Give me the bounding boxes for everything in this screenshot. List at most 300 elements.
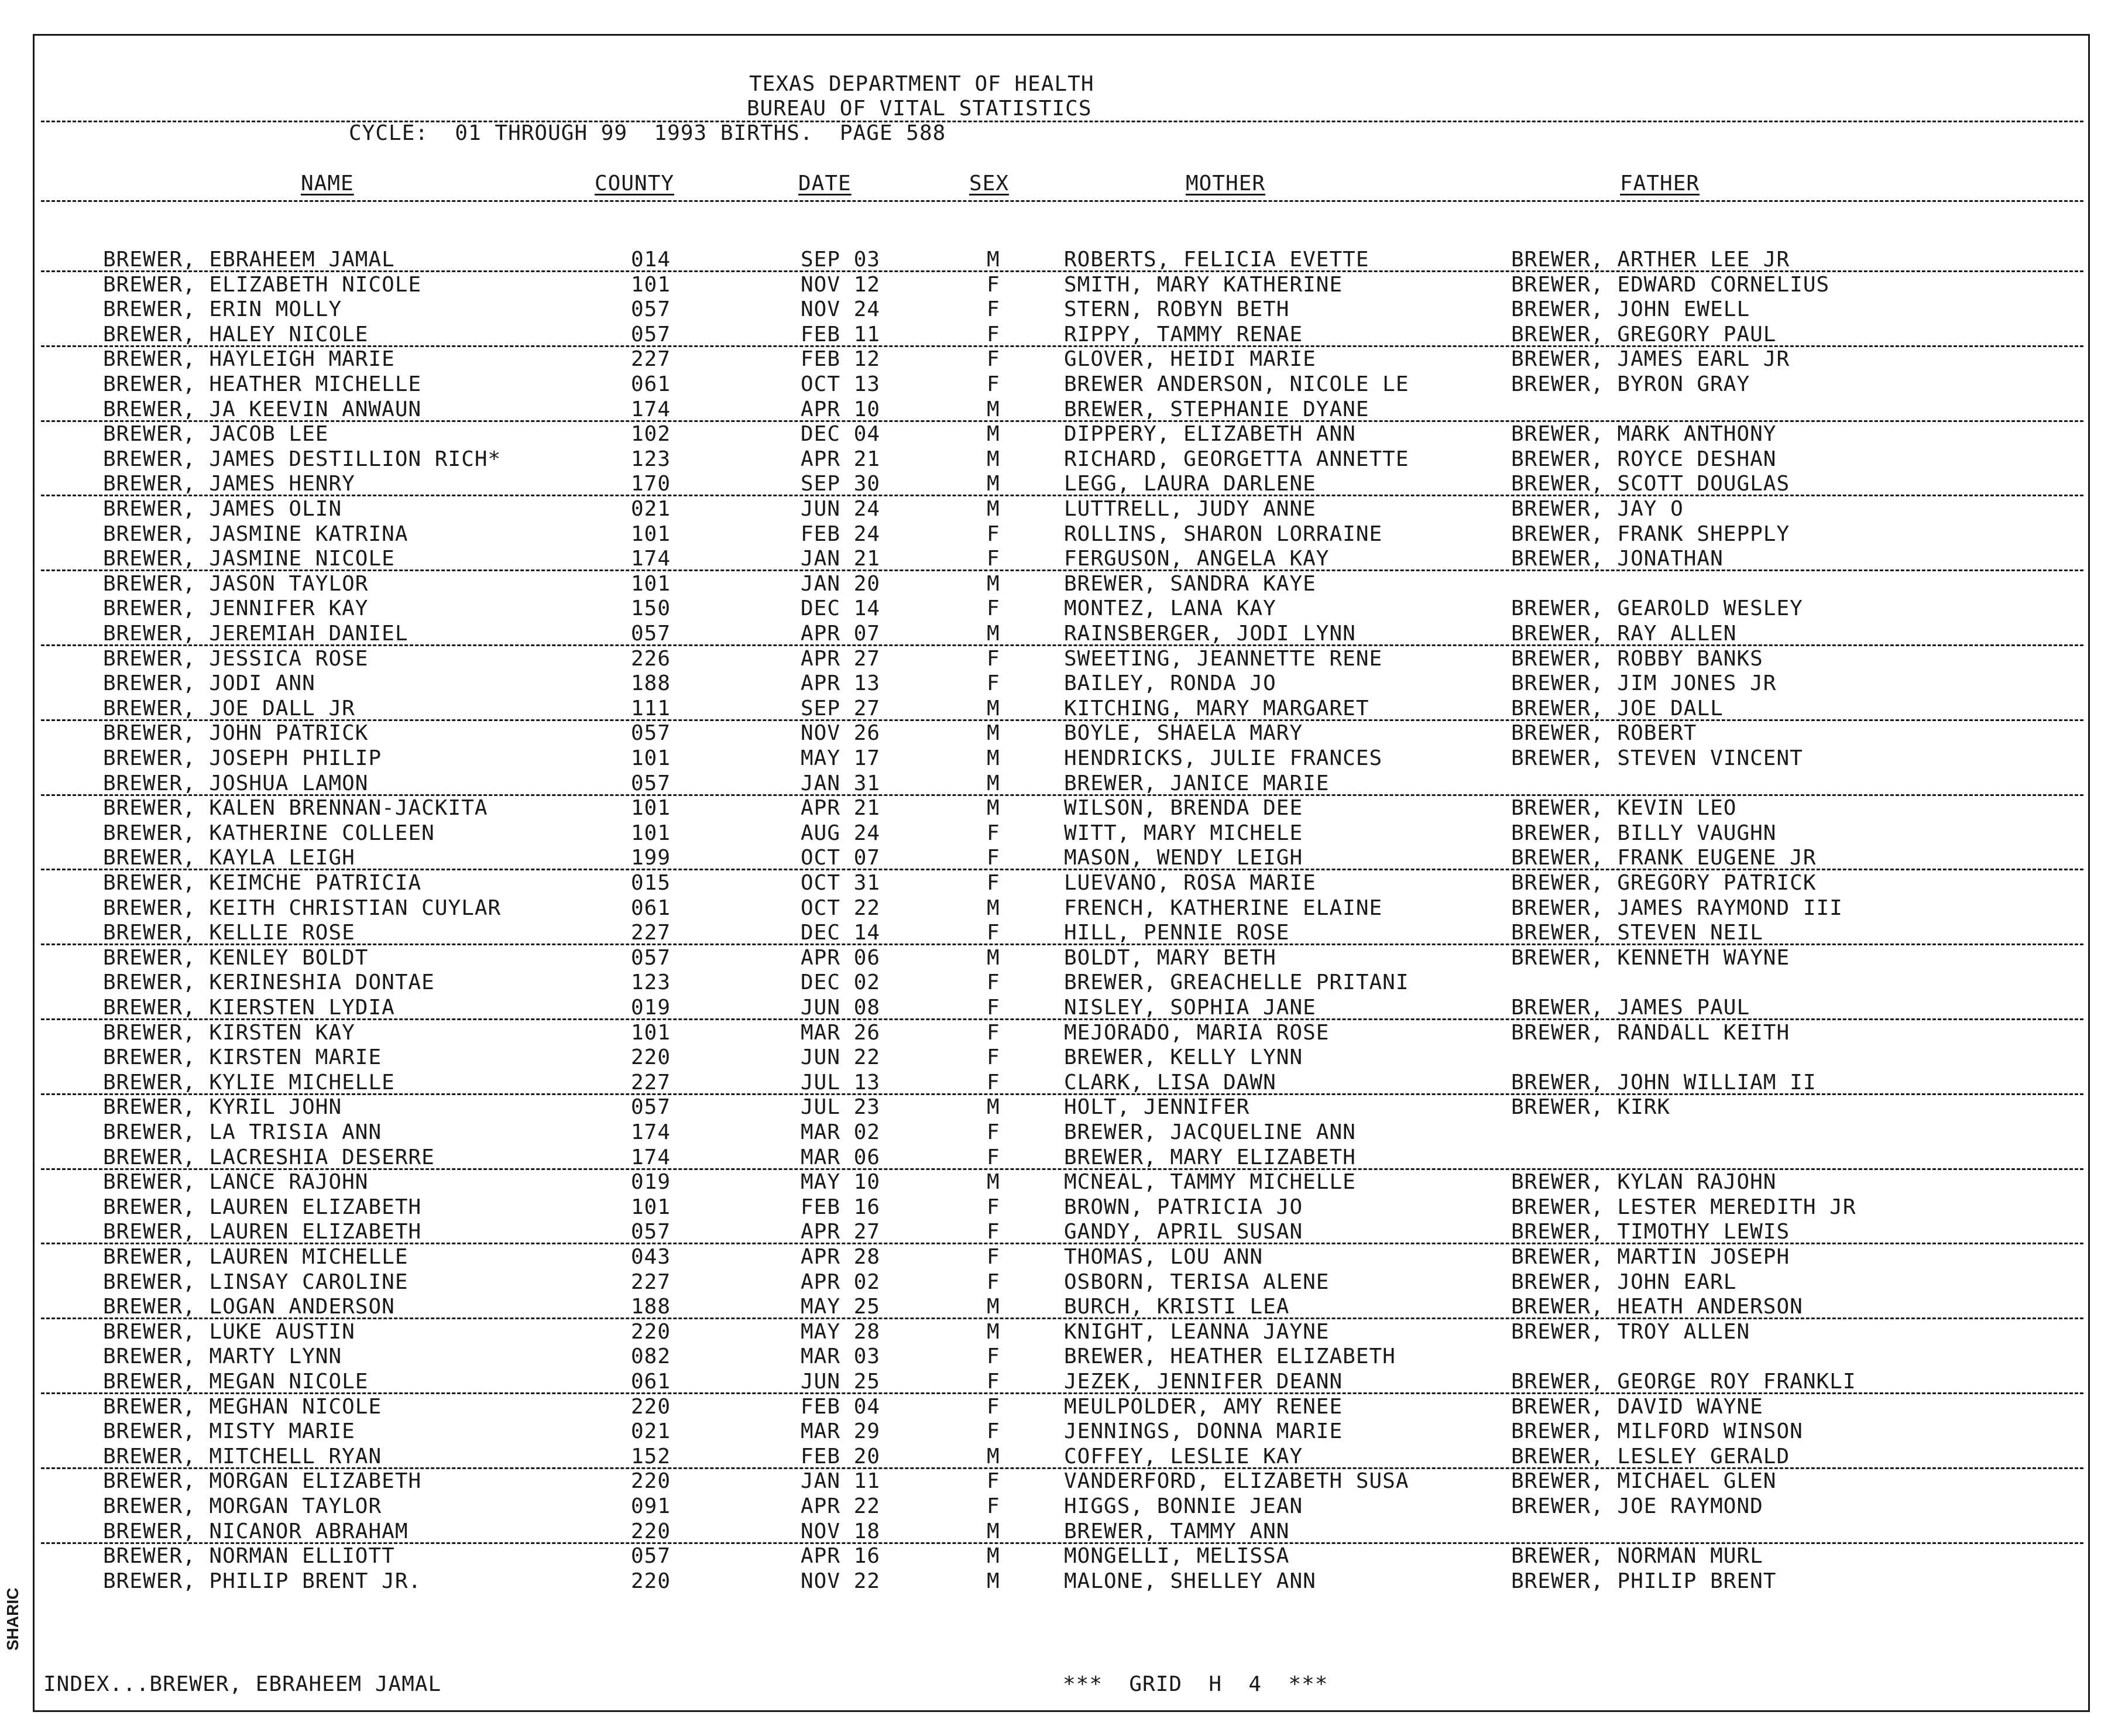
cell-mother: CLARK, LISA DAWN (1064, 1070, 1276, 1095)
cell-sex: M (987, 622, 1000, 646)
cell-county: 101 (631, 571, 671, 596)
row-group-rule (41, 1318, 2083, 1319)
cell-mother: VANDERFORD, ELIZABETH SUSA (1064, 1469, 1409, 1494)
cell-sex: F (987, 297, 1000, 322)
cell-date: FEB 24 (801, 522, 881, 546)
cell-mother: MEJORADO, MARIA ROSE (1064, 1020, 1330, 1045)
cell-county: 174 (631, 397, 671, 421)
cell-name: BREWER, HALEY NICOLE (103, 322, 369, 346)
cell-mother: FRENCH, KATHERINE ELAINE (1064, 896, 1383, 920)
cell-sex: F (987, 1344, 1000, 1369)
cell-sex: M (987, 896, 1000, 920)
cell-father: BREWER, KENNETH WAYNE (1511, 945, 1790, 970)
cell-date: DEC 14 (801, 596, 881, 621)
cell-father: BREWER, TROY ALLEN (1511, 1319, 1750, 1344)
cell-mother: RAINSBERGER, JODI LYNN (1064, 622, 1356, 646)
cell-name: BREWER, LAUREN ELIZABETH (103, 1195, 422, 1219)
row-group-rule (41, 644, 2083, 646)
cell-county: 150 (631, 596, 671, 621)
cell-sex: F (987, 1070, 1000, 1095)
cell-father: BREWER, GREGORY PATRICK (1511, 871, 1817, 895)
cell-date: JUN 08 (801, 996, 881, 1020)
cell-sex: F (987, 821, 1000, 845)
row-group-rule (41, 270, 2083, 272)
cell-mother: GANDY, APRIL SUSAN (1064, 1220, 1303, 1244)
row-group-rule (41, 1168, 2083, 1170)
cell-county: 015 (631, 871, 671, 895)
cell-sex: M (987, 1519, 1000, 1543)
cell-father: BREWER, NORMAN MURL (1511, 1544, 1763, 1569)
agency-title: TEXAS DEPARTMENT OF HEALTH (749, 72, 1094, 96)
cell-mother: MEULPOLDER, AMY RENEE (1064, 1394, 1343, 1419)
cell-name: BREWER, KIERSTEN LYDIA (103, 996, 395, 1020)
column-header-name: NAME (301, 171, 354, 195)
cell-sex: M (987, 1319, 1000, 1344)
cell-sex: F (987, 347, 1000, 372)
cell-name: BREWER, KALEN BRENNAN-JACKITA (103, 796, 488, 821)
cell-date: FEB 12 (801, 347, 881, 372)
cell-sex: F (987, 1045, 1000, 1070)
row-group-rule (41, 869, 2083, 870)
cell-name: BREWER, JA KEEVIN ANWAUN (103, 397, 422, 421)
cell-name: BREWER, MITCHELL RYAN (103, 1444, 382, 1469)
cell-mother: THOMAS, LOU ANN (1064, 1245, 1264, 1269)
cell-name: BREWER, EBRAHEEM JAMAL (103, 248, 395, 272)
cell-county: 220 (631, 1469, 671, 1494)
cell-name: BREWER, JEREMIAH DANIEL (103, 622, 408, 646)
cell-name: BREWER, JODI ANN (103, 671, 315, 696)
cell-father: BREWER, MARTIN JOSEPH (1511, 1245, 1790, 1269)
cell-name: BREWER, MISTY MARIE (103, 1419, 355, 1444)
cell-sex: F (987, 1494, 1000, 1518)
cell-sex: F (987, 1220, 1000, 1244)
row-group-rule (41, 1392, 2083, 1394)
cell-father: BREWER, TIMOTHY LEWIS (1511, 1220, 1790, 1244)
row-group-rule (41, 1093, 2083, 1095)
cell-name: BREWER, KELLIE ROSE (103, 921, 355, 945)
cell-county: 021 (631, 1419, 671, 1444)
cell-mother: SWEETING, JEANNETTE RENE (1064, 646, 1383, 671)
cell-date: OCT 22 (801, 896, 881, 920)
cell-county: 188 (631, 671, 671, 696)
cell-date: FEB 20 (801, 1444, 881, 1469)
grid-footer: *** GRID H 4 *** (1063, 1672, 1328, 1696)
cell-mother: KNIGHT, LEANNA JAYNE (1064, 1319, 1330, 1344)
cell-mother: ROLLINS, SHARON LORRAINE (1064, 522, 1383, 546)
cell-sex: F (987, 970, 1000, 995)
column-header-county: COUNTY (595, 171, 675, 195)
cell-father: BREWER, JAY O (1511, 497, 1684, 521)
cell-date: APR 16 (801, 1544, 881, 1569)
cell-father: BREWER, JAMES RAYMOND III (1511, 896, 1843, 920)
cell-county: 174 (631, 547, 671, 571)
cell-name: BREWER, MORGAN TAYLOR (103, 1494, 382, 1518)
cell-date: APR 27 (801, 646, 881, 671)
cell-county: 102 (631, 422, 671, 447)
cell-sex: M (987, 1544, 1000, 1569)
cell-name: BREWER, LAUREN MICHELLE (103, 1245, 408, 1269)
cell-date: APR 21 (801, 796, 881, 821)
cell-sex: F (987, 1145, 1000, 1169)
cell-date: APR 02 (801, 1270, 881, 1294)
cell-county: 057 (631, 1220, 671, 1244)
cell-county: 043 (631, 1245, 671, 1269)
cell-mother: GLOVER, HEIDI MARIE (1064, 347, 1316, 372)
column-header-date: DATE (798, 171, 852, 195)
cell-date: APR 10 (801, 397, 881, 421)
cell-date: JAN 31 (801, 771, 881, 795)
cell-sex: F (987, 547, 1000, 571)
cell-sex: F (987, 322, 1000, 346)
cell-father: BREWER, JONATHAN (1511, 547, 1724, 571)
cell-county: 220 (631, 1045, 671, 1070)
row-group-rule (41, 569, 2083, 571)
cell-county: 057 (631, 622, 671, 646)
cell-sex: F (987, 1370, 1000, 1394)
cell-mother: BREWER ANDERSON, NICOLE LE (1064, 372, 1409, 396)
cell-sex: F (987, 646, 1000, 671)
cell-mother: BREWER, JACQUELINE ANN (1064, 1120, 1356, 1144)
cell-county: 021 (631, 497, 671, 521)
cell-county: 057 (631, 1095, 671, 1120)
cell-date: OCT 07 (801, 846, 881, 870)
cell-date: NOV 12 (801, 272, 881, 297)
cell-mother: LUEVANO, ROSA MARIE (1064, 871, 1316, 895)
cell-county: 152 (631, 1444, 671, 1469)
cell-mother: BURCH, KRISTI LEA (1064, 1295, 1290, 1319)
cell-county: 014 (631, 248, 671, 272)
cell-name: BREWER, KERINESHIA DONTAE (103, 970, 435, 995)
cell-county: 227 (631, 347, 671, 372)
cell-county: 220 (631, 1569, 671, 1593)
cell-sex: F (987, 921, 1000, 945)
cell-sex: M (987, 696, 1000, 721)
cell-sex: F (987, 871, 1000, 895)
cell-county: 123 (631, 447, 671, 471)
cell-date: JUN 24 (801, 497, 881, 521)
cell-county: 057 (631, 297, 671, 322)
cell-father: BREWER, RANDALL KEITH (1511, 1020, 1790, 1045)
cell-mother: MASON, WENDY LEIGH (1064, 846, 1303, 870)
cell-county: 091 (631, 1494, 671, 1518)
cell-name: BREWER, JOSHUA LAMON (103, 771, 369, 795)
cell-county: 101 (631, 821, 671, 845)
cell-father: BREWER, BILLY VAUGHN (1511, 821, 1777, 845)
cell-name: BREWER, MARTY LYNN (103, 1344, 342, 1369)
cell-mother: BAILEY, RONDA JO (1064, 671, 1276, 696)
cell-father: BREWER, MICHAEL GLEN (1511, 1469, 1777, 1494)
row-group-rule (41, 1542, 2083, 1544)
cell-sex: M (987, 447, 1000, 471)
cell-date: MAY 25 (801, 1295, 881, 1319)
cell-date: JAN 11 (801, 1469, 881, 1494)
cell-county: 101 (631, 796, 671, 821)
cell-mother: MCNEAL, TAMMY MICHELLE (1064, 1170, 1356, 1195)
cell-mother: BREWER, STEPHANIE DYANE (1064, 397, 1369, 421)
cell-county: 082 (631, 1344, 671, 1369)
cell-date: JUL 13 (801, 1070, 881, 1095)
cell-date: MAY 17 (801, 746, 881, 770)
cell-name: BREWER, JASON TAYLOR (103, 571, 369, 596)
cell-mother: SMITH, MARY KATHERINE (1064, 272, 1343, 297)
cell-name: BREWER, LANCE RAJOHN (103, 1170, 369, 1195)
cell-sex: F (987, 272, 1000, 297)
cell-county: 101 (631, 272, 671, 297)
cell-father: BREWER, SCOTT DOUGLAS (1511, 472, 1790, 496)
cell-father: BREWER, JOHN WILLIAM II (1511, 1070, 1817, 1095)
cell-mother: KITCHING, MARY MARGARET (1064, 696, 1369, 721)
cell-county: 174 (631, 1120, 671, 1144)
cell-date: FEB 16 (801, 1195, 881, 1219)
cell-mother: BROWN, PATRICIA JO (1064, 1195, 1303, 1219)
cell-father: BREWER, DAVID WAYNE (1511, 1394, 1763, 1419)
index-footer: INDEX...BREWER, EBRAHEEM JAMAL (43, 1672, 442, 1696)
cell-county: 061 (631, 372, 671, 396)
cell-name: BREWER, HAYLEIGH MARIE (103, 347, 395, 372)
cell-father: BREWER, BYRON GRAY (1511, 372, 1750, 396)
cell-mother: MONGELLI, MELISSA (1064, 1544, 1290, 1569)
cell-father: BREWER, KEVIN LEO (1511, 796, 1737, 821)
cell-sex: M (987, 1569, 1000, 1593)
cell-mother: MONTEZ, LANA KAY (1064, 596, 1276, 621)
cell-county: 226 (631, 646, 671, 671)
cell-mother: HENDRICKS, JULIE FRANCES (1064, 746, 1383, 770)
cell-county: 019 (631, 996, 671, 1020)
cell-name: BREWER, LA TRISIA ANN (103, 1120, 382, 1144)
cell-father: BREWER, JOHN EARL (1511, 1270, 1737, 1294)
cell-mother: RICHARD, GEORGETTA ANNETTE (1064, 447, 1409, 471)
cell-date: APR 28 (801, 1245, 881, 1269)
cell-county: 057 (631, 322, 671, 346)
cell-date: DEC 02 (801, 970, 881, 995)
cell-name: BREWER, JAMES HENRY (103, 472, 355, 496)
cell-date: APR 21 (801, 447, 881, 471)
cell-name: BREWER, KEITH CHRISTIAN CUYLAR (103, 896, 502, 920)
row-group-rule (41, 944, 2083, 945)
cell-sex: M (987, 721, 1000, 746)
cell-date: JUN 25 (801, 1370, 881, 1394)
cell-date: OCT 31 (801, 871, 881, 895)
cell-father: BREWER, STEVEN NEIL (1511, 921, 1763, 945)
cell-name: BREWER, KIRSTEN MARIE (103, 1045, 382, 1070)
row-group-rule (41, 1243, 2083, 1244)
cell-county: 123 (631, 970, 671, 995)
cell-sex: F (987, 671, 1000, 696)
cell-mother: BREWER, KELLY LYNN (1064, 1045, 1303, 1070)
cell-date: NOV 26 (801, 721, 881, 746)
cell-name: BREWER, LOGAN ANDERSON (103, 1295, 395, 1319)
cell-date: JAN 21 (801, 547, 881, 571)
cell-date: APR 07 (801, 622, 881, 646)
cell-sex: M (987, 796, 1000, 821)
cell-mother: HOLT, JENNIFER (1064, 1095, 1250, 1120)
cell-mother: MALONE, SHELLEY ANN (1064, 1569, 1316, 1593)
cell-date: DEC 04 (801, 422, 881, 447)
column-header-father: FATHER (1620, 171, 1700, 195)
cell-father: BREWER, GEORGE ROY FRANKLI (1511, 1370, 1856, 1394)
cell-mother: BOLDT, MARY BETH (1064, 945, 1276, 970)
cycle-line: CYCLE: 01 THROUGH 99 1993 BIRTHS. PAGE 588 (349, 121, 946, 145)
cell-mother: BREWER, HEATHER ELIZABETH (1064, 1344, 1396, 1369)
column-header-sex: SEX (969, 171, 1010, 195)
cell-date: MAR 29 (801, 1419, 881, 1444)
cell-father: BREWER, JIM JONES JR (1511, 671, 1777, 696)
cell-mother: OSBORN, TERISA ALENE (1064, 1270, 1330, 1294)
cell-mother: BOYLE, SHAELA MARY (1064, 721, 1303, 746)
cell-mother: HIGGS, BONNIE JEAN (1064, 1494, 1303, 1518)
cell-county: 057 (631, 1544, 671, 1569)
cell-county: 101 (631, 746, 671, 770)
cell-sex: M (987, 422, 1000, 447)
cell-name: BREWER, JOSEPH PHILIP (103, 746, 382, 770)
row-group-rule (41, 1467, 2083, 1469)
cell-date: MAR 06 (801, 1145, 881, 1169)
column-header-mother: MOTHER (1186, 171, 1266, 195)
cell-date: JAN 20 (801, 571, 881, 596)
cell-date: NOV 22 (801, 1569, 881, 1593)
cell-mother: NISLEY, SOPHIA JANE (1064, 996, 1316, 1020)
cell-mother: WITT, MARY MICHELE (1064, 821, 1303, 845)
cell-date: NOV 24 (801, 297, 881, 322)
cell-father: BREWER, STEVEN VINCENT (1511, 746, 1803, 770)
cell-mother: RIPPY, TAMMY RENAE (1064, 322, 1303, 346)
cell-mother: BREWER, JANICE MARIE (1064, 771, 1330, 795)
cell-name: BREWER, LINSAY CAROLINE (103, 1270, 408, 1294)
cell-name: BREWER, KIRSTEN KAY (103, 1020, 355, 1045)
cell-county: 220 (631, 1394, 671, 1419)
cell-sex: M (987, 497, 1000, 521)
cell-sex: M (987, 1295, 1000, 1319)
cell-date: AUG 24 (801, 821, 881, 845)
cell-mother: BREWER, MARY ELIZABETH (1064, 1145, 1356, 1169)
cell-name: BREWER, KAYLA LEIGH (103, 846, 355, 870)
row-group-rule (41, 1018, 2083, 1020)
row-group-rule (41, 719, 2083, 721)
cell-father: BREWER, GREGORY PAUL (1511, 322, 1777, 346)
cell-date: MAY 10 (801, 1170, 881, 1195)
cell-mother: LUTTRELL, JUDY ANNE (1064, 497, 1316, 521)
cell-sex: F (987, 1120, 1000, 1144)
cell-sex: M (987, 746, 1000, 770)
cell-name: BREWER, KYLIE MICHELLE (103, 1070, 395, 1095)
cell-county: 199 (631, 846, 671, 870)
cell-county: 227 (631, 921, 671, 945)
cell-sex: M (987, 248, 1000, 272)
cell-name: BREWER, LAUREN ELIZABETH (103, 1220, 422, 1244)
cell-date: APR 06 (801, 945, 881, 970)
cell-date: SEP 30 (801, 472, 881, 496)
cell-date: MAR 03 (801, 1344, 881, 1369)
cell-name: BREWER, MEGHAN NICOLE (103, 1394, 382, 1419)
cell-sex: M (987, 1444, 1000, 1469)
cell-father: BREWER, JAMES PAUL (1511, 996, 1750, 1020)
cell-county: 101 (631, 1020, 671, 1045)
cell-date: JUN 22 (801, 1045, 881, 1070)
cell-father: BREWER, ROBERT (1511, 721, 1697, 746)
cell-father: BREWER, RAY ALLEN (1511, 622, 1737, 646)
cell-sex: F (987, 1394, 1000, 1419)
cell-father: BREWER, KIRK (1511, 1095, 1671, 1120)
cell-father: BREWER, MARK ANTHONY (1511, 422, 1777, 447)
cell-date: JUL 23 (801, 1095, 881, 1120)
cell-mother: DIPPERY, ELIZABETH ANN (1064, 422, 1356, 447)
cell-mother: WILSON, BRENDA DEE (1064, 796, 1303, 821)
cell-county: 220 (631, 1519, 671, 1543)
cell-father: BREWER, GEAROLD WESLEY (1511, 596, 1803, 621)
cell-name: BREWER, JESSICA ROSE (103, 646, 369, 671)
cell-name: BREWER, JASMINE NICOLE (103, 547, 395, 571)
cell-date: NOV 18 (801, 1519, 881, 1543)
cell-mother: BREWER, TAMMY ANN (1064, 1519, 1290, 1543)
cell-mother: FERGUSON, ANGELA KAY (1064, 547, 1330, 571)
cell-date: MAR 02 (801, 1120, 881, 1144)
cell-father: BREWER, JOHN EWELL (1511, 297, 1750, 322)
cell-sex: F (987, 1020, 1000, 1045)
side-mark: SHARIC (4, 1587, 22, 1651)
cell-mother: COFFEY, LESLIE KAY (1064, 1444, 1303, 1469)
cell-sex: M (987, 397, 1000, 421)
cell-mother: HILL, PENNIE ROSE (1064, 921, 1290, 945)
cell-date: APR 27 (801, 1220, 881, 1244)
cell-sex: M (987, 472, 1000, 496)
cell-mother: ROBERTS, FELICIA EVETTE (1064, 248, 1369, 272)
cell-name: BREWER, PHILIP BRENT JR. (103, 1569, 422, 1593)
cell-date: SEP 03 (801, 248, 881, 272)
cell-name: BREWER, KYRIL JOHN (103, 1095, 342, 1120)
cell-mother: JENNINGS, DONNA MARIE (1064, 1419, 1343, 1444)
cell-mother: JEZEK, JENNIFER DEANN (1064, 1370, 1343, 1394)
cell-father: BREWER, JOE DALL (1511, 696, 1724, 721)
cell-name: BREWER, NICANOR ABRAHAM (103, 1519, 408, 1543)
row-group-rule (41, 495, 2083, 496)
cell-father: BREWER, MILFORD WINSON (1511, 1419, 1803, 1444)
cell-sex: F (987, 996, 1000, 1020)
cell-name: BREWER, LUKE AUSTIN (103, 1319, 355, 1344)
cell-county: 174 (631, 1145, 671, 1169)
cell-county: 019 (631, 1170, 671, 1195)
cell-name: BREWER, NORMAN ELLIOTT (103, 1544, 395, 1569)
cell-name: BREWER, JOHN PATRICK (103, 721, 369, 746)
cell-father: BREWER, EDWARD CORNELIUS (1511, 272, 1830, 297)
cell-county: 227 (631, 1070, 671, 1095)
row-group-rule (41, 420, 2083, 422)
cell-date: FEB 11 (801, 322, 881, 346)
row-group-rule (41, 345, 2083, 347)
cell-sex: F (987, 1270, 1000, 1294)
cell-sex: M (987, 1095, 1000, 1120)
cell-county: 227 (631, 1270, 671, 1294)
cell-father: BREWER, HEATH ANDERSON (1511, 1295, 1803, 1319)
cell-name: BREWER, HEATHER MICHELLE (103, 372, 422, 396)
cell-date: MAY 28 (801, 1319, 881, 1344)
row-group-rule (41, 794, 2083, 796)
cell-sex: M (987, 1170, 1000, 1195)
cell-county: 101 (631, 1195, 671, 1219)
cell-date: APR 13 (801, 671, 881, 696)
cell-mother: BREWER, SANDRA KAYE (1064, 571, 1316, 596)
cell-name: BREWER, MEGAN NICOLE (103, 1370, 369, 1394)
cell-date: APR 22 (801, 1494, 881, 1518)
cell-name: BREWER, JASMINE KATRINA (103, 522, 408, 546)
cell-name: BREWER, KATHERINE COLLEEN (103, 821, 435, 845)
cell-county: 170 (631, 472, 671, 496)
cell-father: BREWER, LESTER MEREDITH JR (1511, 1195, 1856, 1219)
cell-date: DEC 14 (801, 921, 881, 945)
cell-county: 111 (631, 696, 671, 721)
cell-sex: M (987, 945, 1000, 970)
bureau-title: BUREAU OF VITAL STATISTICS (747, 97, 1092, 121)
cell-name: BREWER, JACOB LEE (103, 422, 329, 447)
